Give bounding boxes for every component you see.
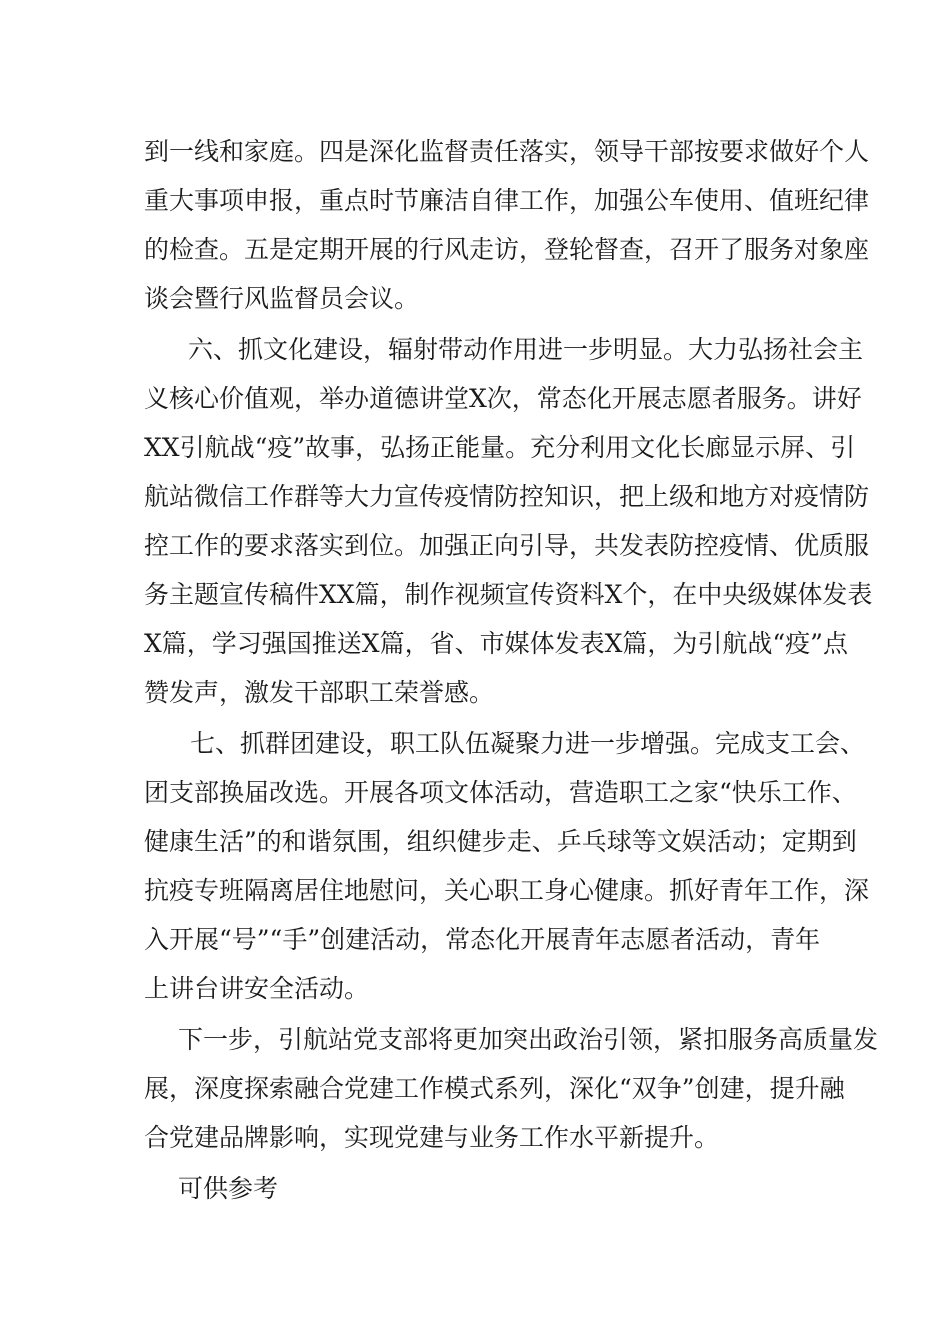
text-line: 展，深度探索融合党建工作模式系列，深化“双争”创建，提升融 [144, 1074, 845, 1103]
text-line: 重大事项申报，重点时节廉洁自律工作，加强公车使用、值班纪律 [144, 186, 870, 215]
text-line: 控工作的要求落实到位。加强正向引导，共发表防控疫情、优质服 [144, 531, 870, 560]
text-line: 团支部换届改选。开展各项文体活动，营造职工之家“快乐工作、 [144, 778, 857, 807]
text-line: 航站微信工作群等大力宣传疫情防控知识，把上级和地方对疫情防 [144, 482, 870, 511]
text-line: 上讲台讲安全活动。 [144, 974, 370, 1003]
text-line: 抗疫专班隔离居住地慰问，关心职工身心健康。抓好青年工作，深 [144, 876, 870, 905]
text-line: 义核心价值观，举办道德讲堂X次，常态化开展志愿者服务。讲好 [144, 384, 862, 413]
text-line: 谈会暨行风监督员会议。 [144, 284, 420, 313]
text-line: 合党建品牌影响，实现党建与业务工作水平新提升。 [144, 1123, 720, 1152]
text-line: 可供参考 [178, 1174, 279, 1203]
text-line: 赞发声，激发干部职工荣誉感。 [144, 678, 495, 707]
text-line: 务主题宣传稿件XX篇，制作视频宣传资料X个，在中央级媒体发表 [144, 580, 873, 609]
text-line: 七、抓群团建设，职工队伍凝聚力进一步增强。完成支工会、 [190, 729, 866, 758]
text-line: 入开展“号”“手”创建活动，常态化开展青年志愿者活动，青年 [144, 925, 821, 954]
text-line: 六、抓文化建设，辐射带动作用进一步明显。大力弘扬社会主 [188, 335, 864, 364]
text-line: X篇，学习强国推送X篇，省、市媒体发表X篇，为引航战“疫”点 [144, 629, 848, 658]
text-line: XX引航战“疫”故事，弘扬正能量。充分利用文化长廊显示屏、引 [144, 433, 856, 462]
text-line: 到一线和家庭。四是深化监督责任落实，领导干部按要求做好个人 [144, 137, 870, 166]
text-line: 下一步，引航站党支部将更加突出政治引领，紧扣服务高质量发 [178, 1025, 879, 1054]
text-line: 的检查。五是定期开展的行风走访，登轮督查，召开了服务对象座 [144, 235, 870, 264]
text-line: 健康生活”的和谐氛围，组织健步走、乒乓球等文娱活动；定期到 [144, 827, 857, 856]
